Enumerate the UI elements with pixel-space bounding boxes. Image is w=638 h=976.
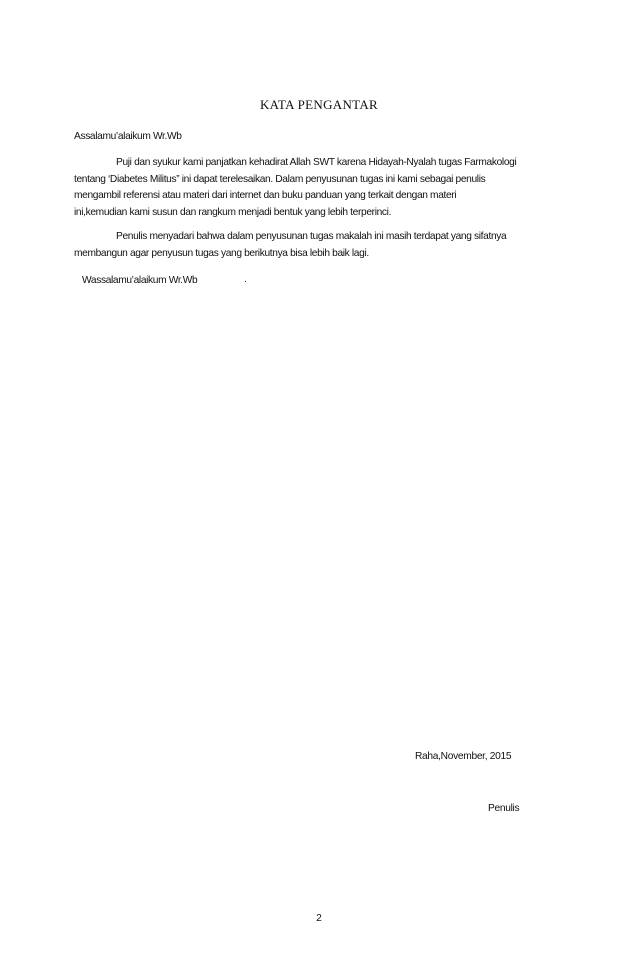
closing-greeting: Wassalamu’alaikum Wr.Wb [82,275,198,286]
paragraph-2-line-1: Penulis menyadari bahwa dalam penyusunan tugas makalah ini masih terdapat yang sifatnya [116,231,507,242]
paragraph-1-line-3: mengambil referensi atau materi dari internet dan buku panduan yang terkait dengan materi [74,190,457,201]
page-number: 2 [316,913,322,924]
paragraph-1-line-4: ini,kemudian kami susun dan rangkum menjadi bentuk yang lebih terperinci. [74,207,392,218]
closing-dot: . [244,274,247,285]
document-title: KATA PENGANTAR [259,97,379,112]
paragraph-2-line-2: membangun agar penyusun tugas yang berikutnya bisa lebih baik lagi. [74,248,369,259]
author-signature: Penulis [488,803,520,814]
paragraph-1-line-2: tentang ‘Diabetes Militus” ini dapat terelesaikan. Dalam penyusunan tugas ini kami sebagai penulis [74,174,486,185]
place-date: Raha,November, 2015 [415,751,512,762]
paragraph-1-line-1: Puji dan syukur kami panjatkan kehadirat Allah SWT karena Hidayah-Nyalah tugas Farmakologi [116,157,517,168]
greeting: Assalamu’alaikum Wr.Wb [74,131,182,142]
